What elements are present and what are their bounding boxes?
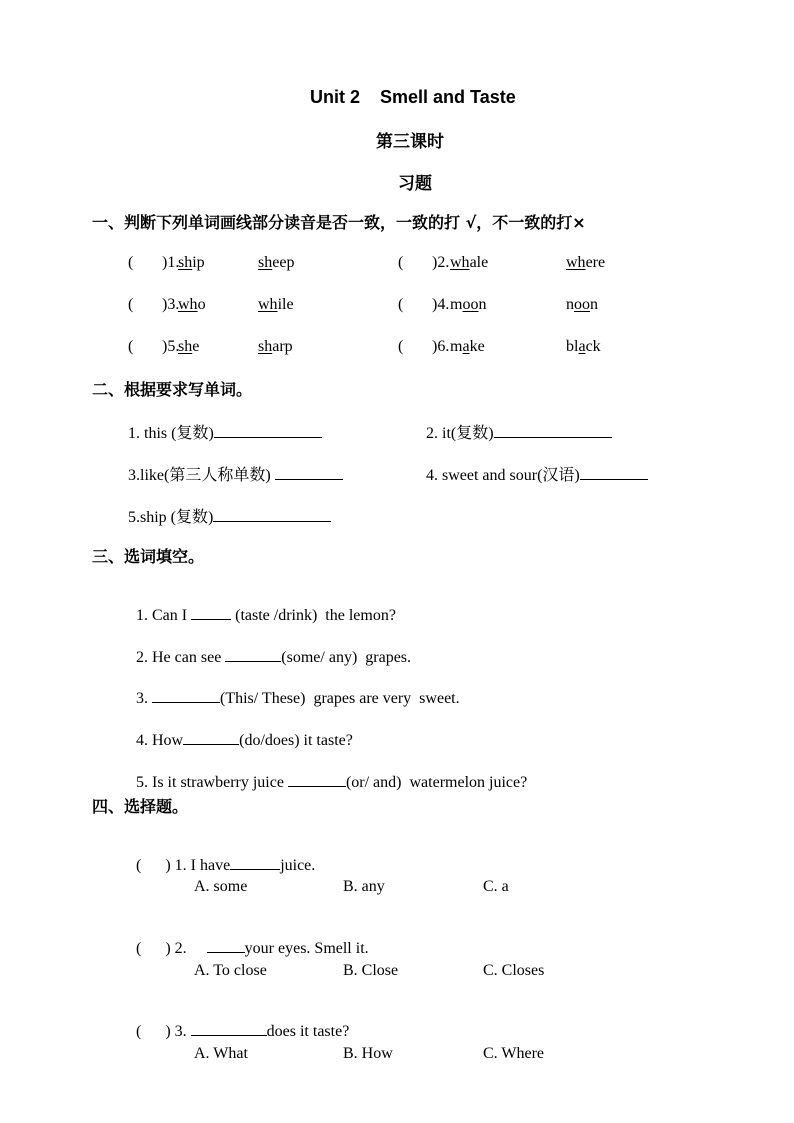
- answer-paren[interactable]: (: [128, 254, 162, 271]
- exercise-subtitle: 习题: [398, 174, 432, 194]
- item-prefix: 3.: [136, 690, 152, 707]
- answer-blank[interactable]: [275, 465, 343, 480]
- underlined-part: sh: [178, 254, 193, 271]
- word-2: sheep: [258, 254, 295, 271]
- underlined-part: sh: [258, 338, 273, 355]
- underlined-part: a: [578, 338, 586, 355]
- item-suffix: (some/ any) grapes.: [281, 649, 412, 666]
- option-b[interactable]: B. Close: [343, 962, 399, 979]
- item-number: )3.: [162, 296, 180, 313]
- answer-blank[interactable]: [580, 465, 648, 480]
- answer-blank[interactable]: [225, 647, 281, 662]
- option-c[interactable]: C. a: [483, 878, 509, 895]
- option-c[interactable]: C. Where: [483, 1045, 545, 1062]
- option-b[interactable]: B. any: [343, 878, 385, 895]
- answer-paren[interactable]: (: [128, 296, 162, 313]
- item-label: 4. sweet and sour(汉语): [426, 467, 580, 484]
- answer-blank[interactable]: [191, 605, 231, 620]
- item-suffix: (This/ These) grapes are very sweet.: [220, 690, 460, 707]
- word-2: noon: [566, 296, 598, 313]
- item-prefix: 4. How: [136, 732, 184, 749]
- word-1: make: [450, 338, 485, 355]
- word-2: black: [566, 338, 601, 355]
- underlined-part: sh: [258, 254, 273, 271]
- question-suffix: juice.: [280, 857, 316, 874]
- section3-heading: 三、选词填空。: [92, 547, 205, 566]
- item-suffix: (taste /drink) the lemon?: [231, 607, 396, 624]
- answer-blank[interactable]: [191, 1021, 267, 1036]
- question: [128, 920, 369, 958]
- question-prefix: 1. I have: [174, 857, 231, 874]
- underlined-part: wh: [258, 296, 278, 313]
- section3-item: [128, 629, 411, 667]
- section2-item: [426, 420, 612, 443]
- item-label: 1. this (复数): [128, 425, 214, 442]
- item-number: )5.: [162, 338, 180, 355]
- item-label: 2. it(复数): [426, 425, 494, 442]
- option-a[interactable]: A. To close: [194, 962, 267, 979]
- section4-heading: 四、选择题。: [92, 797, 189, 816]
- item-label: 3.like(第三人称单数): [128, 467, 275, 484]
- section3-item: [128, 712, 353, 750]
- answer-paren[interactable]: ( ): [136, 940, 171, 957]
- word-1: whale: [450, 254, 489, 271]
- answer-paren[interactable]: (: [398, 338, 432, 355]
- item-prefix: 2. He can see: [136, 649, 226, 666]
- item-suffix: (or/ and) watermelon juice?: [345, 774, 528, 791]
- answer-blank[interactable]: [152, 688, 220, 703]
- underlined-part: oo: [462, 296, 479, 313]
- section3-item: [128, 670, 460, 708]
- section2-item: [128, 420, 322, 443]
- section1-heading: 一、判断下列单词画线部分读音是否一致，一致的打 √，不一致的打×: [92, 213, 586, 232]
- answer-blank[interactable]: [494, 423, 612, 438]
- lesson-title: 第三课时: [376, 132, 444, 152]
- underlined-part: oo: [574, 296, 590, 313]
- section3-item: [128, 587, 396, 625]
- item-label: 5.ship (复数): [128, 509, 214, 526]
- answer-blank[interactable]: [213, 507, 331, 522]
- option-c[interactable]: C. Closes: [483, 962, 545, 979]
- section2-item: [128, 462, 343, 485]
- word-1: who: [178, 296, 206, 313]
- answer-blank[interactable]: [214, 423, 322, 438]
- section3-item: [128, 754, 527, 792]
- item-number: )4.: [432, 296, 450, 313]
- option-a[interactable]: A. What: [194, 1045, 248, 1062]
- word-2: while: [258, 296, 294, 313]
- question: [128, 837, 315, 875]
- item-prefix: 1. Can I: [136, 607, 192, 624]
- item-suffix: (do/does) it taste?: [239, 732, 353, 749]
- section2-heading: 二、根据要求写单词。: [92, 380, 253, 399]
- question: [128, 1003, 349, 1041]
- option-b[interactable]: B. How: [343, 1045, 393, 1062]
- question-suffix: does it taste?: [266, 1023, 350, 1040]
- item-prefix: 5. Is it strawberry juice: [136, 774, 288, 791]
- option-a[interactable]: A. some: [194, 878, 248, 895]
- section2-item: [426, 462, 648, 485]
- underlined-part: wh: [566, 254, 586, 271]
- underlined-part: wh: [178, 296, 198, 313]
- word-1: ship: [178, 254, 205, 271]
- item-number: )6.: [432, 338, 450, 355]
- answer-blank[interactable]: [207, 938, 245, 953]
- question-suffix: your eyes. Smell it.: [244, 940, 369, 957]
- question-prefix: 2.: [174, 940, 207, 957]
- word-1: she: [178, 338, 200, 355]
- answer-blank[interactable]: [288, 772, 346, 787]
- answer-blank[interactable]: [183, 730, 239, 745]
- item-number: )1.: [162, 254, 180, 271]
- answer-paren[interactable]: (: [398, 296, 432, 313]
- answer-paren[interactable]: ( ): [136, 1023, 171, 1040]
- answer-blank[interactable]: [230, 855, 280, 870]
- word-2: sharp: [258, 338, 293, 355]
- underlined-part: a: [462, 338, 470, 355]
- section2-item: [128, 504, 331, 527]
- answer-paren[interactable]: (: [128, 338, 162, 355]
- unit-title: Unit 2 Smell and Taste: [310, 87, 516, 107]
- underlined-part: sh: [178, 338, 193, 355]
- question-prefix: 3.: [174, 1023, 191, 1040]
- word-1: moon: [450, 296, 487, 313]
- answer-paren[interactable]: ( ): [136, 857, 171, 874]
- answer-paren[interactable]: (: [398, 254, 432, 271]
- item-number: )2.: [432, 254, 450, 271]
- underlined-part: wh: [450, 254, 470, 271]
- word-2: where: [566, 254, 606, 271]
